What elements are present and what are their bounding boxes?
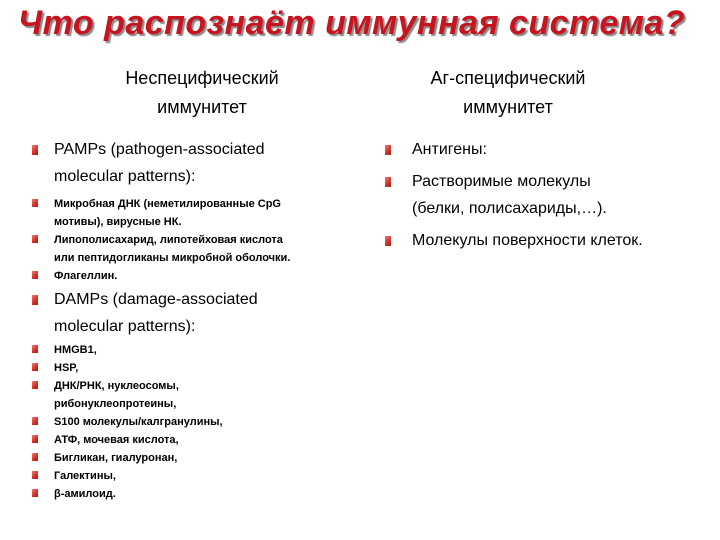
bullet-icon <box>32 363 38 371</box>
pamps-heading-list <box>30 136 264 190</box>
list-item-line: (белки, полисахариды,…). <box>412 200 607 217</box>
damps-heading-line1: DAMPs (damage-associated <box>54 291 258 308</box>
list-item <box>30 359 223 377</box>
list-item-line: S100 молекулы/калгранулины, <box>54 416 223 428</box>
bullet-icon <box>32 471 38 479</box>
list-item-line: мотивы), вирусные НК. <box>54 216 182 228</box>
bullet-icon <box>32 345 38 353</box>
list-item-line: или пептидогликаны микробной оболочки. <box>54 252 291 264</box>
list-item <box>381 168 643 222</box>
list-item-line: Липополисахарид, липотейховая кислота <box>54 234 283 246</box>
list-item-line: Антигены: <box>412 141 487 158</box>
list-item <box>30 485 223 503</box>
bullet-icon <box>385 236 391 246</box>
bullet-icon <box>32 295 38 305</box>
bullet-icon <box>32 453 38 461</box>
bullet-icon <box>32 145 38 155</box>
right-items <box>381 136 643 254</box>
list-item <box>30 413 223 431</box>
list-item-line: Растворимые молекулы <box>412 173 591 190</box>
bullet-icon <box>32 381 38 389</box>
pamps-heading-line2: molecular patterns): <box>54 168 196 185</box>
list-item-line: Бигликан, гиалуронан, <box>54 452 178 464</box>
list-item-line: Галектины, <box>54 470 116 482</box>
list-item <box>30 231 290 267</box>
pamps-heading <box>30 136 264 190</box>
list-item <box>30 267 290 285</box>
list-item-line: HMGB1, <box>54 344 97 356</box>
list-item-line: Микробная ДНК (неметилированные CpG <box>54 198 281 210</box>
bullet-icon <box>385 145 391 155</box>
bullet-icon <box>32 489 38 497</box>
damps-items <box>30 341 223 503</box>
list-item-line: рибонуклеопротеины, <box>54 398 177 410</box>
list-item-line: АТФ, мочевая кислота, <box>54 434 179 446</box>
bullet-icon <box>32 271 38 279</box>
bullet-icon <box>32 199 38 207</box>
damps-heading-line2: molecular patterns): <box>54 318 196 335</box>
bullet-icon <box>32 235 38 243</box>
bullet-icon <box>385 177 391 187</box>
list-item <box>381 136 643 163</box>
damps-heading <box>30 286 258 340</box>
damps-heading-list <box>30 286 258 340</box>
bullet-icon <box>32 435 38 443</box>
right-column-header <box>368 64 648 122</box>
list-item <box>30 449 223 467</box>
left-column-header <box>62 64 342 122</box>
list-item <box>30 377 223 413</box>
list-item <box>30 431 223 449</box>
bullet-icon <box>32 417 38 425</box>
list-item-line: ДНК/РНК, нуклеосомы, <box>54 380 179 392</box>
list-item <box>381 227 643 254</box>
pamps-items <box>30 195 290 285</box>
list-item <box>30 467 223 485</box>
list-item-line: Флагеллин. <box>54 270 118 282</box>
list-item-line: Молекулы поверхности клеток. <box>412 232 643 249</box>
list-item <box>30 341 223 359</box>
right-header-line2: иммунитет <box>463 97 553 117</box>
pamps-heading-line1: PAMPs (pathogen-associated <box>54 141 265 158</box>
list-item-line: β-амилоид. <box>54 488 116 500</box>
left-header-line2: иммунитет <box>157 97 247 117</box>
list-item-line: HSP, <box>54 362 79 374</box>
page-title: Что распознаёт иммунная система? <box>18 4 686 42</box>
right-header-line1: Аг-специфический <box>430 68 586 88</box>
list-item <box>30 195 290 231</box>
left-header-line1: Неспецифический <box>125 68 279 88</box>
